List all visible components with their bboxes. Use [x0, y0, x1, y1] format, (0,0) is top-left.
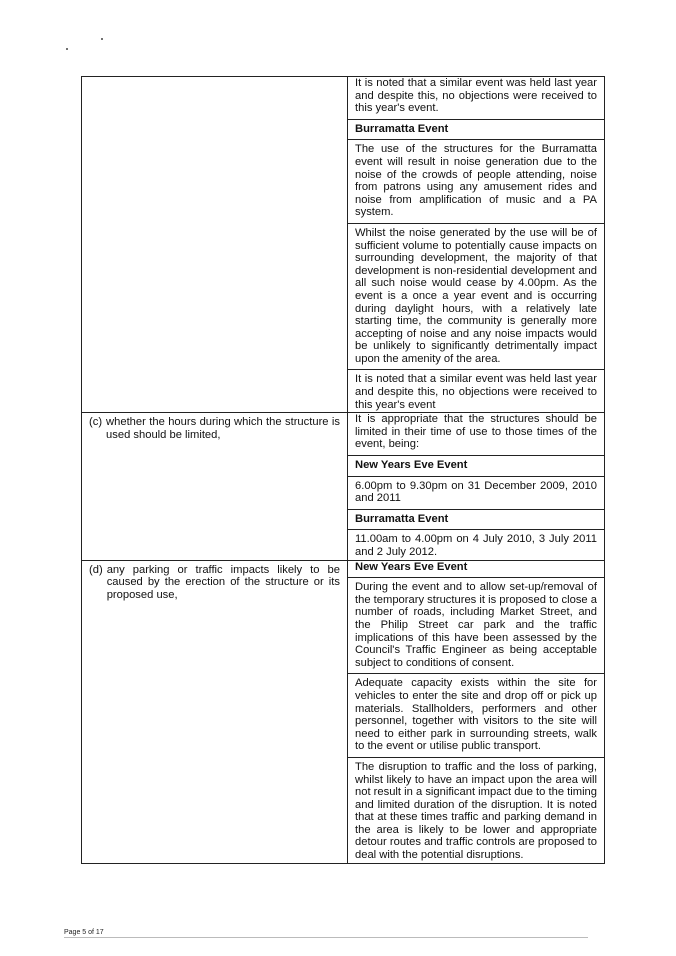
criterion-text: whether the hours during which the structure is used should be limited, — [106, 416, 340, 441]
comment-paragraph: The disruption to traffic and the loss of parking, whilst likely to have an impact upon the area will not result in a significant impact due to the timing and limited duration of the disruption. It is noted that at these times traffic and parking demand in the area is likely to be lower and appropriate detour routes and traffic controls are proposed to deal with the potential disruptions. — [355, 760, 597, 862]
comment-paragraph: 11.00am to 4.00pm on 4 July 2010, 3 July 2011 and 2 July 2012. — [355, 533, 597, 558]
criterion-label: (c) — [89, 416, 103, 429]
comment-paragraph: 6.00pm to 9.30pm on 31 December 2009, 2010 and 2011 — [348, 477, 604, 510]
table-row — [82, 413, 605, 560]
comment-paragraph: Whilst the noise generated by the use will be of sufficient volume to potentially cause impacts on surrounding development, the majority of that development is non-residential development and all such noise would cease by 4.00pm. As the event is a once a year event and is occurring during daylight hours, with a relatively late starting time, the community is generally more accepting of noise and any noise impacts would be unlikely to significantly detrimentally impact upon the amenity of the area. — [348, 224, 604, 371]
comment-paragraph: During the event and to allow set-up/removal of the temporary structures it is proposed to close a number of roads, including Market Street, and the Philip Street car park and the traffic implications of this have been assessed by the Council's Traffic Engineer as being acceptable subject to conditions of consent. — [348, 578, 604, 674]
comment-cell — [348, 560, 605, 863]
scan-speck — [101, 38, 103, 40]
criterion-cell — [82, 77, 348, 413]
section-heading: Burramatta Event — [348, 120, 604, 141]
criterion — [89, 416, 340, 441]
comment-paragraph: The use of the structures for the Burramatta event will result in noise generation due to the noise of the crowds of people attending, noise from patrons using any amusement rides and noise from amplification of music and a PA system. — [348, 140, 604, 224]
comment-paragraph: It is noted that a similar event was held last year and despite this, no objections were received to this year's event. — [348, 77, 604, 120]
criterion-label: (d) — [89, 563, 103, 576]
page-number: Page 5 of 17 — [64, 929, 104, 936]
section-heading: New Years Eve Event — [348, 561, 604, 579]
footer-rule — [64, 937, 588, 938]
criterion — [89, 564, 340, 602]
criterion-text: any parking or traffic impacts likely to be caused by the erection of the structure or its proposed use, — [106, 563, 340, 601]
section-heading: Burramatta Event — [348, 510, 604, 531]
criterion-cell — [82, 560, 348, 863]
comment-paragraph: It is noted that a similar event was held last year and despite this, no objections were received to this year's event — [355, 373, 597, 411]
comment-cell — [348, 77, 605, 413]
comment-cell — [348, 413, 605, 560]
assessment-table — [81, 76, 605, 864]
table-row — [82, 77, 605, 413]
section-heading: New Years Eve Event — [348, 456, 604, 477]
comment-paragraph: It is appropriate that the structures should be limited in their time of use to those times of the event, being: — [348, 413, 604, 456]
criterion-cell — [82, 413, 348, 560]
scan-speck — [66, 48, 68, 50]
comment-paragraph: Adequate capacity exists within the site for vehicles to enter the site and drop off or pick up materials. Stallholders, performers and other personnel, together with visitors to the site will need to either park in surrounding streets, walk to the event or utilise public transport. — [348, 674, 604, 758]
table-row — [82, 560, 605, 863]
